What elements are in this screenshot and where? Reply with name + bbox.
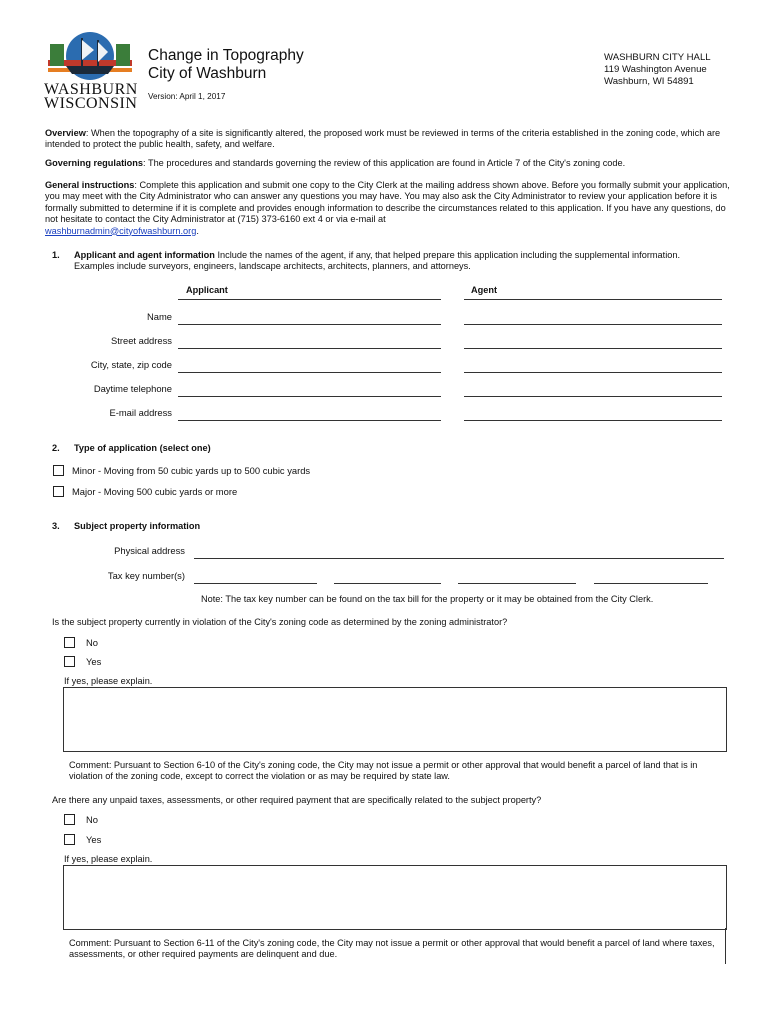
agent-email-field[interactable] (464, 420, 722, 421)
agent-city-field[interactable] (464, 372, 722, 373)
governing-label: Governing regulations (45, 158, 144, 168)
tax-key-field-3[interactable] (458, 583, 576, 584)
violation-question: Is the subject property currently in violation of the City's zoning code as determined by the zoning administrator? (52, 617, 508, 627)
address-line-2: 119 Washington Avenue (604, 64, 707, 75)
address-line-1: WASHBURN CITY HALL (604, 52, 711, 63)
applicant-street-field[interactable] (178, 348, 441, 349)
daytime-telephone-label: Daytime telephone (93, 383, 172, 394)
city-state-zip-label: City, state, zip code (90, 359, 172, 370)
street-address-label: Street address (111, 335, 172, 346)
title-line-2: City of Washburn (148, 65, 267, 82)
taxes-explanation-box[interactable] (63, 865, 727, 930)
section-1-title: Applicant and agent information (74, 250, 215, 260)
applicant-city-field[interactable] (178, 372, 441, 373)
taxes-comment: Comment: Pursuant to Section 6-11 of the City's zoning code, the City may not issue a permit or other approval that would benefit a parcel of land where taxes, assessments, or other required payments are delinquent and due. (69, 938, 715, 960)
overview-text: : When the topography of a site is significantly altered, the proposed work must be reviewed in terms of the criteria established in the zoning code, which are intended to protect the public health, safety, and welfare. (45, 128, 721, 150)
section-3-number: 3. (52, 521, 60, 531)
taxes-explain-label: If yes, please explain. (64, 854, 153, 864)
form-title (148, 47, 304, 83)
violation-yes-checkbox[interactable] (64, 656, 75, 667)
general-label: General instructions (45, 180, 135, 190)
violation-yes-label: Yes (86, 656, 102, 667)
admin-email-link[interactable]: washburnadmin@cityofwashburn.org (45, 225, 197, 236)
physical-address-label: Physical address (114, 545, 185, 556)
address-line-3: Washburn, WI 54891 (604, 76, 694, 87)
name-label: Name (146, 311, 172, 322)
tax-key-note: Note: The tax key number can be found on the tax bill for the property or it may be obtained from the City Clerk. (201, 594, 654, 604)
taxes-question: Are there any unpaid taxes, assessments, or other required payment that are specifically related to the subject property? (52, 795, 542, 805)
agent-header-rule (464, 299, 722, 300)
city-logo (44, 30, 138, 112)
logo-text-wisconsin: WISCONSIN (44, 95, 138, 112)
section-1-description: Include the names of the agent, if any, that helped prepare this application including the supplemental information. Examples include surveyors, engineers, landscape architects, architects, planners, and attorneys. (74, 250, 681, 272)
applicant-header-rule (178, 299, 441, 300)
tax-key-label: Tax key number(s) (107, 570, 185, 581)
taxes-yes-label: Yes (86, 834, 102, 845)
minor-option-label: Minor - Moving from 50 cubic yards up to 500 cubic yards (72, 465, 311, 476)
violation-comment: Comment: Pursuant to Section 6-10 of the City's zoning code, the City may not issue a permit or other approval that would benefit a parcel of land that is in violation of the zoning code, except to correct the violation or as may be required by state law. (69, 760, 698, 782)
general-text: : Complete this application and submit one copy to the City Clerk at the mailing address shown above. Before you formally submit your application, you may meet with the City Administrator who can answer any questions you may have. You may also ask the City Administrator to review your application before it is formally submitted to determine if it is complete and provides enough information to describe the circumstances related to this application. If you have any questions, do not hesitate to contact the City Administrator at (715) 373-6160 ext 4 or via e-mail at (45, 180, 730, 225)
violation-no-label: No (86, 637, 98, 648)
email-address-label: E-mail address (109, 407, 172, 418)
agent-street-field[interactable] (464, 348, 722, 349)
logo-text-washburn: WASHBURN (44, 81, 138, 98)
agent-name-field[interactable] (464, 324, 722, 325)
agent-column-header: Agent (471, 285, 498, 295)
ship-emblem-icon (44, 30, 136, 80)
physical-address-field[interactable] (194, 558, 724, 559)
title-line-1: Change in Topography (148, 47, 304, 64)
section-1-text (74, 250, 714, 273)
applicant-email-field[interactable] (178, 420, 441, 421)
violation-no-checkbox[interactable] (64, 637, 75, 648)
governing-paragraph (45, 158, 730, 169)
applicant-name-field[interactable] (178, 324, 441, 325)
email-suffix: . (196, 225, 199, 236)
violation-explanation-box[interactable] (63, 687, 727, 752)
general-instructions-paragraph (45, 180, 730, 237)
tax-key-field-1[interactable] (194, 583, 317, 584)
section-1-number: 1. (52, 250, 60, 260)
applicant-column-header: Applicant (186, 285, 228, 295)
taxes-no-checkbox[interactable] (64, 814, 75, 825)
section-3-title: Subject property information (74, 521, 201, 531)
violation-explain-label: If yes, please explain. (64, 676, 153, 686)
version-label: Version: April 1, 2017 (148, 92, 226, 101)
section-2-title: Type of application (select one) (74, 443, 211, 453)
governing-text: : The procedures and standards governing the review of this application are found in Article 7 of the City's zoning code. (143, 158, 626, 168)
tax-key-field-4[interactable] (594, 583, 708, 584)
overview-paragraph (45, 128, 730, 151)
overview-label: Overview (45, 128, 86, 138)
page-edge-rule (725, 928, 726, 964)
tax-key-field-2[interactable] (334, 583, 441, 584)
taxes-no-label: No (86, 814, 98, 825)
agent-phone-field[interactable] (464, 396, 722, 397)
taxes-yes-checkbox[interactable] (64, 834, 75, 845)
minor-checkbox[interactable] (53, 465, 64, 476)
section-2-number: 2. (52, 443, 60, 453)
city-hall-address (604, 52, 711, 88)
major-option-label: Major - Moving 500 cubic yards or more (72, 486, 238, 497)
applicant-phone-field[interactable] (178, 396, 441, 397)
major-checkbox[interactable] (53, 486, 64, 497)
